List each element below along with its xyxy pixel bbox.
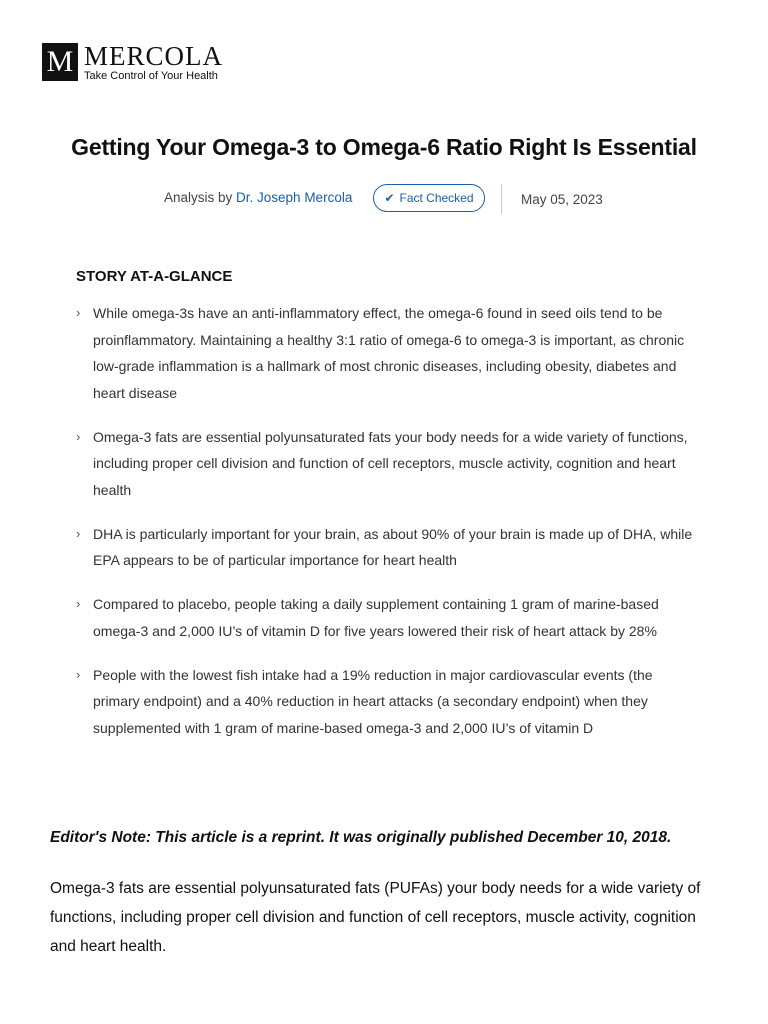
list-item [76,662,696,742]
brand-name: MERCOLA [84,41,224,71]
chevron-right-icon: › [76,666,81,682]
editors-note: Editor's Note: This article is a reprint. It was originally published December 10, 2018. [50,829,672,846]
list-item [76,424,696,504]
list-item-text: Omega-3 fats are essential polyunsaturated fats your body needs for a wide variety of functions, including proper cell division and function of cell receptors, muscle activity, cognition and heart health [93,428,688,498]
chevron-right-icon: › [76,428,81,444]
byline-divider [501,184,502,214]
story-at-a-glance-list [76,300,696,759]
list-item-text: People with the lowest fish intake had a 19% reduction in major cardiovascular events (the primary endpoint) and a 40% reduction in heart attacks (a secondary endpoint) when they supplemented with 1 gram of marine-based omega-3 and 2,000 IU’s of vitamin D [93,666,653,736]
list-item [76,300,696,406]
byline [0,184,768,216]
story-at-a-glance-heading: STORY AT-A-GLANCE [76,268,233,285]
list-item-text: Compared to placebo, people taking a daily supplement containing 1 gram of marine-based omega-3 and 2,000 IU’s of vitamin D for five years lowered their risk of heart attack by 28% [93,596,659,639]
fact-checked-badge[interactable] [373,184,485,212]
chevron-right-icon: › [76,596,81,611]
check-icon: ✔ [384,191,395,205]
article-title: Getting Your Omega-3 to Omega-6 Ratio Right Is Essential [71,134,697,160]
author-link[interactable]: Dr. Joseph Mercola [236,190,353,205]
chevron-right-icon: › [76,525,81,541]
analysis-prefix: Analysis by [164,190,237,205]
logo-mark: M [42,43,78,81]
chevron-right-icon: › [76,305,81,320]
publish-date: May 05, 2023 [521,192,603,207]
fact-checked-label: Fact Checked [399,191,474,205]
list-item-text: DHA is particularly important for your brain, as about 90% of your brain is made up of DHA, while EPA appears to be of particular importance for heart health [93,525,693,568]
list-item-text: While omega-3s have an anti-inflammatory effect, the omega-6 found in seed oils tend to be proinflammatory. Maintaining a healthy 3:1 ratio of omega-6 to omega-3 is important, as chronic low-grade inflammation is a hallmark of most chronic diseases, including obesity, diabetes and heart disease [93,305,685,401]
logo-text [84,43,223,82]
list-item [76,521,696,574]
list-item [76,591,696,644]
brand-tagline: Take Control of Your Health [84,70,218,82]
mercola-logo[interactable] [42,43,223,82]
body-paragraph: Omega-3 fats are essential polyunsaturated fats (PUFAs) your body needs for a wide variety of functions, including proper cell division and function of cell receptors, muscle activity, cognition and heart health. [50,880,701,955]
byline-analysis [164,190,352,205]
